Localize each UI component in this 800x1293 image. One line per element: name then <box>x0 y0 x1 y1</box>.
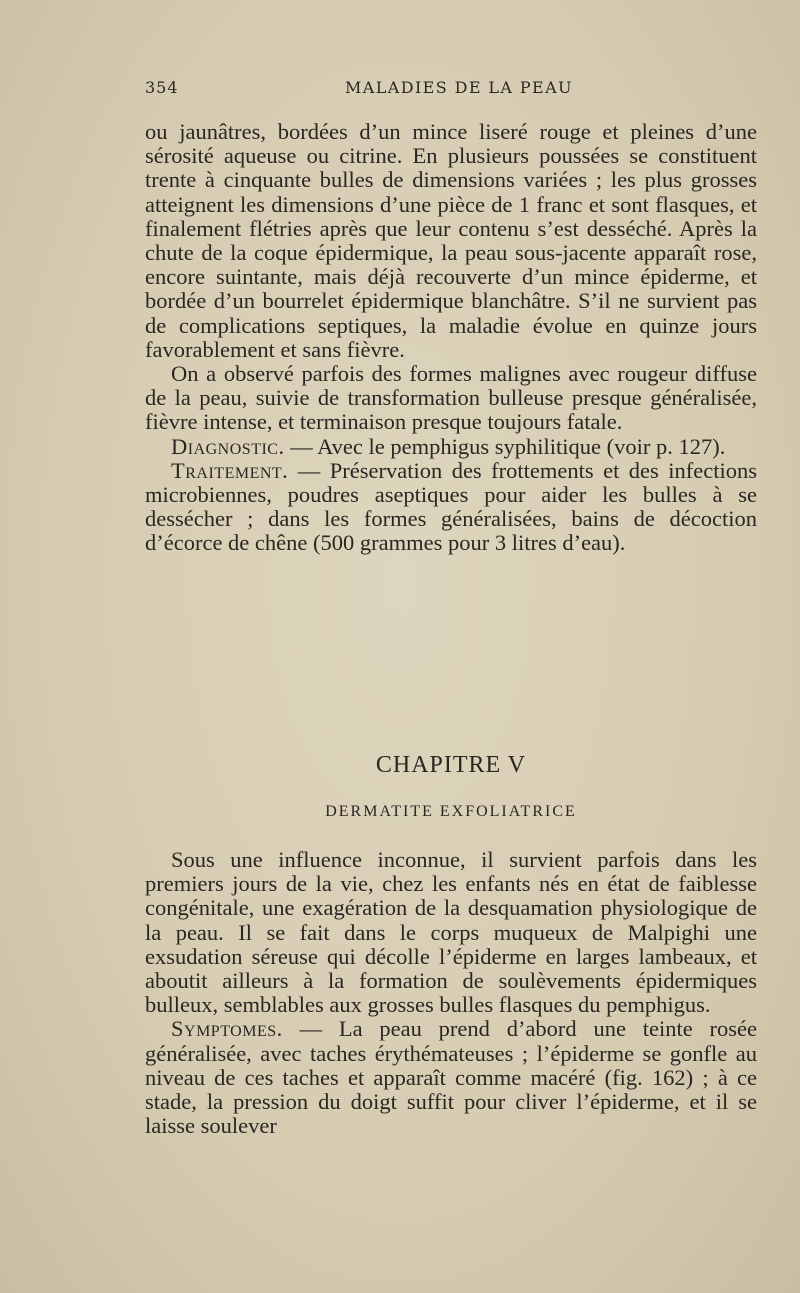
symptomes-paragraph <box>145 1017 757 1138</box>
symptomes-label: Symptomes. <box>171 1016 283 1042</box>
paragraph: ou jaunâtres, bordées d’un mince liseré rouge et pleines d’une sérosité aqueuse ou citrine. En plusieurs poussées se constituent trente à cinquante bulles de dimensions variées ; les plus grosses atteignent les dimensions d’une pièce de 1 franc et sont flasques, et finalement flétries après que leur contenu s’est desséché. Après la chute de la coque épidermique, la peau sous-jacente apparaît rose, encore suintante, mais déjà recouverte d’un mince épiderme, et bordée d’un bourrelet épidermique blanchâtre. S’il ne survient pas de complications septiques, la maladie évolue en quinze jours favorablement et sans fièvre. <box>145 119 757 362</box>
diagnostic-text: — Avec le pemphigus syphilitique (voir p. 127). <box>284 433 726 459</box>
chapter-subtitle: DERMATITE EXFOLIATRICE <box>325 803 577 820</box>
section-dermatite-text <box>145 848 757 1138</box>
running-title: MALADIES DE LA PEAU <box>345 78 573 97</box>
chapter-title: CHAPITRE V <box>375 752 527 778</box>
diagnostic-paragraph <box>145 435 757 459</box>
page-number: 354 <box>145 78 179 97</box>
diagnostic-label: Diagnostic. <box>171 433 285 459</box>
symptomes-text: — La peau prend d’abord une teinte rosée généralisée, avec taches érythémateuses ; l’épiderme se gonfle au niveau de ces taches et apparaît comme macéré (fig. 162) ; à ce stade, la pression du doigt suffit pour cliver l’épiderme, et il se laisse soulever <box>145 1016 757 1139</box>
paragraph: On a observé parfois des formes malignes avec rougeur diffuse de la peau, suivie de transformation bulleuse presque généralisée, fièvre intense, et terminaison presque toujours fatale. <box>145 361 757 435</box>
traitement-paragraph <box>145 459 757 556</box>
paragraph: Sous une influence inconnue, il survient parfois dans les premiers jours de la vie, chez les enfants nés en état de faiblesse congénitale, une exagération de la desquamation physiologique de la peau. Il se fait dans le corps muqueux de Malpighi une exsudation séreuse qui décolle l’épiderme en larges lambeaux, et aboutit ailleurs à la formation de soulèvements épidermiques bulleux, semblables aux grosses bulles flasques du pemphigus. <box>145 847 757 1018</box>
page-header <box>145 78 757 102</box>
traitement-text: — Préservation des frottements et des infections microbiennes, poudres aseptiques pour aider les bulles à se dessécher ; dans les formes généralisées, bains de décoction d’écorce de chêne (500 grammes pour 3 litres d’eau). <box>145 457 757 556</box>
section-pemphigus-text <box>145 120 757 556</box>
traitement-label: Traitement. <box>171 457 289 483</box>
